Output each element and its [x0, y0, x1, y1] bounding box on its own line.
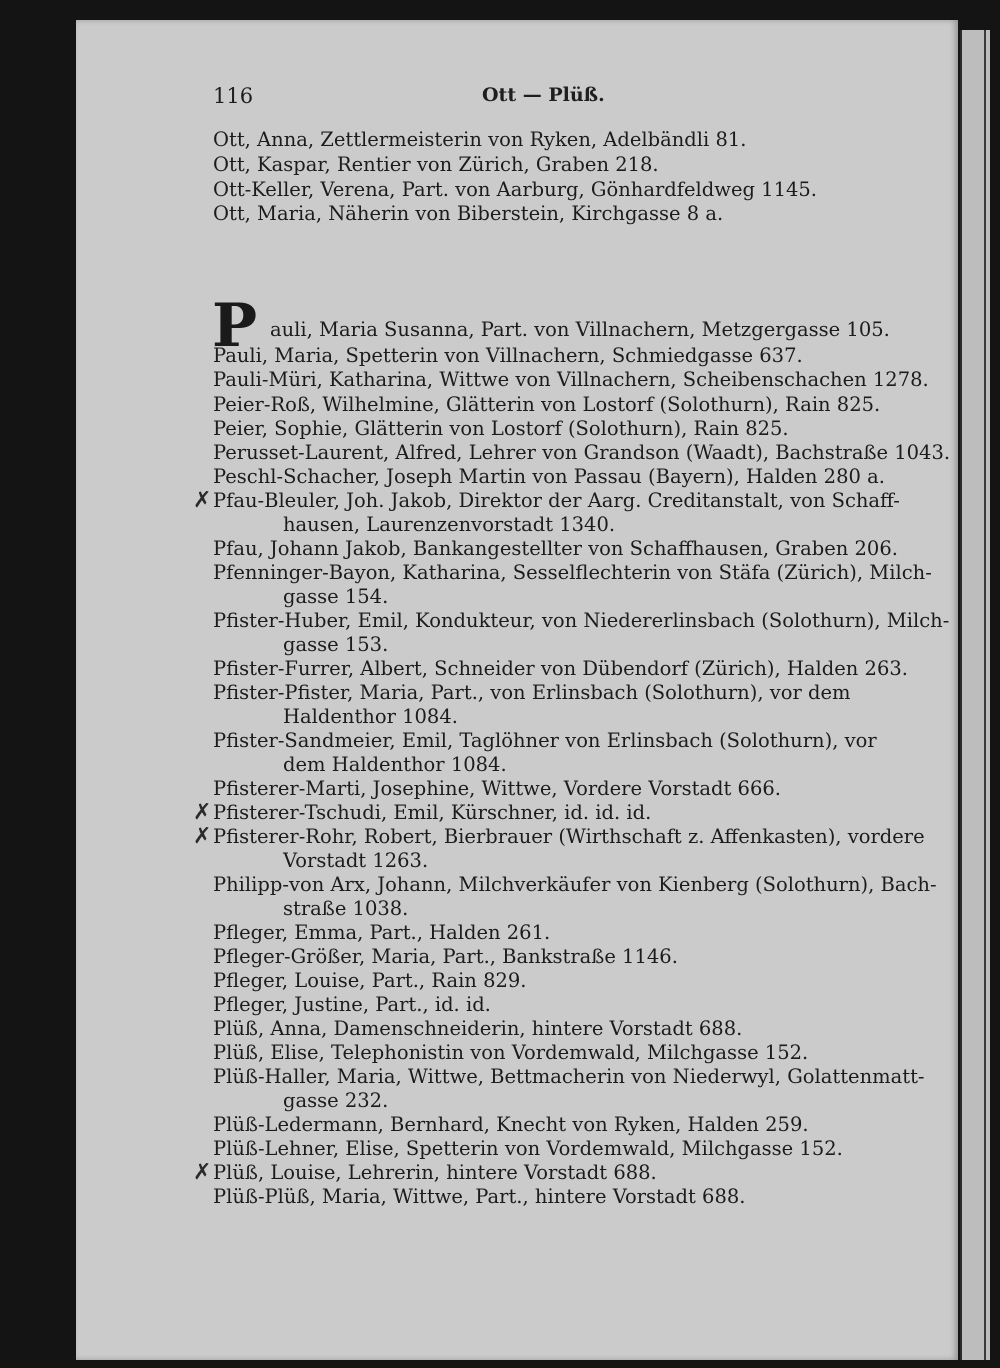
entry-line-continuation: gasse 153. — [283, 633, 389, 656]
entry-line: Peier, Sophie, Glätterin von Lostorf (Solothurn), Rain 825. — [213, 417, 789, 440]
entry-line-continuation: hausen, Laurenzenvorstadt 1340. — [283, 513, 616, 536]
entry-line: Pfleger-Größer, Maria, Part., Bankstraße 1146. — [213, 945, 678, 968]
entry-line: Pauli, Maria, Spetterin von Villnachern, Schmiedgasse 637. — [213, 344, 803, 367]
entry-line: Plüß, Louise, Lehrerin, hintere Vorstadt 688. — [213, 1161, 657, 1184]
entry-line: Ott, Kaspar, Rentier von Zürich, Graben 218. — [213, 153, 659, 176]
entry-line-continuation: Haldenthor 1084. — [283, 705, 458, 728]
entry-line: Pfisterer-Marti, Josephine, Wittwe, Vordere Vorstadt 666. — [213, 777, 781, 800]
page-number: 116 — [213, 84, 254, 108]
running-head: Ott — Plüß. — [482, 84, 605, 106]
entry-line: Pfau, Johann Jakob, Bankangestellter von Schaffhausen, Graben 206. — [213, 537, 898, 560]
entry-line: Perusset-Laurent, Alfred, Lehrer von Grandson (Waadt), Bachstraße 1043. — [213, 441, 951, 464]
entry-line-continuation: dem Haldenthor 1084. — [283, 753, 507, 776]
margin-mark: ✗ — [193, 824, 212, 849]
entry-line: Ott, Anna, Zettlermeisterin von Ryken, Adelbändli 81. — [213, 128, 747, 151]
entry-line: Plüß-Haller, Maria, Wittwe, Bettmacherin von Niederwyl, Golattenmatt- — [213, 1065, 925, 1088]
entry-line: Plüß-Plüß, Maria, Wittwe, Part., hintere Vorstadt 688. — [213, 1185, 746, 1208]
entry-line: Plüß, Anna, Damenschneiderin, hintere Vorstadt 688. — [213, 1017, 743, 1040]
entry-line-continuation: straße 1038. — [283, 897, 409, 920]
entry-line: Pfau-Bleuler, Joh. Jakob, Direktor der Aarg. Creditanstalt, von Schaff- — [213, 489, 900, 512]
entry-line: Pfleger, Justine, Part., id. id. — [213, 993, 491, 1016]
entry-line: Pfister-Pfister, Maria, Part., von Erlinsbach (Solothurn), vor dem — [213, 681, 851, 704]
entry-line: Plüß, Elise, Telephonistin von Vordemwald, Milchgasse 152. — [213, 1041, 809, 1064]
entry-line: Pfisterer-Tschudi, Emil, Kürschner, id. id. id. — [213, 801, 652, 824]
entry-line: Peier-Roß, Wilhelmine, Glätterin von Lostorf (Solothurn), Rain 825. — [213, 393, 881, 416]
margin-mark: ✗ — [193, 1160, 212, 1185]
entry-line: Ott, Maria, Näherin von Biberstein, Kirchgasse 8 a. — [213, 202, 724, 225]
entry-line: Pfister-Furrer, Albert, Schneider von Dübendorf (Zürich), Halden 263. — [213, 657, 908, 680]
entry-line: Pfenninger-Bayon, Katharina, Sesselflechterin von Stäfa (Zürich), Milch- — [213, 561, 932, 584]
entry-line-first: auli, Maria Susanna, Part. von Villnachern, Metzgergasse 105. — [270, 318, 890, 341]
margin-mark: ✗ — [193, 800, 212, 825]
entry-line: Peschl-Schacher, Joseph Martin von Passau (Bayern), Halden 280 a. — [213, 465, 885, 488]
entry-line-continuation: Vorstadt 1263. — [283, 849, 429, 872]
entry-line: Ott-Keller, Verena, Part. von Aarburg, Gönhardfeldweg 1145. — [213, 178, 817, 201]
entry-line: Pauli-Müri, Katharina, Wittwe von Villnachern, Scheibenschachen 1278. — [213, 368, 929, 391]
entry-line-continuation: gasse 154. — [283, 585, 389, 608]
margin-mark: ✗ — [193, 488, 212, 513]
entry-line: Pfister-Sandmeier, Emil, Taglöhner von Erlinsbach (Solothurn), vor — [213, 729, 877, 752]
entry-line: Pfisterer-Rohr, Robert, Bierbrauer (Wirthschaft z. Affenkasten), vordere — [213, 825, 925, 848]
entry-line: Pfleger, Emma, Part., Halden 261. — [213, 921, 551, 944]
entry-line: Plüß-Lehner, Elise, Spetterin von Vordemwald, Milchgasse 152. — [213, 1137, 843, 1160]
entry-line: Pfleger, Louise, Part., Rain 829. — [213, 969, 527, 992]
entry-line: Plüß-Ledermann, Bernhard, Knecht von Ryken, Halden 259. — [213, 1113, 809, 1136]
entry-line-continuation: gasse 232. — [283, 1089, 389, 1112]
entry-line: Philipp-von Arx, Johann, Milchverkäufer von Kienberg (Solothurn), Bach- — [213, 873, 937, 896]
entry-line: Pfister-Huber, Emil, Kondukteur, von Niedererlinsbach (Solothurn), Milch- — [213, 609, 950, 632]
decorative-initial: P — [212, 291, 258, 361]
